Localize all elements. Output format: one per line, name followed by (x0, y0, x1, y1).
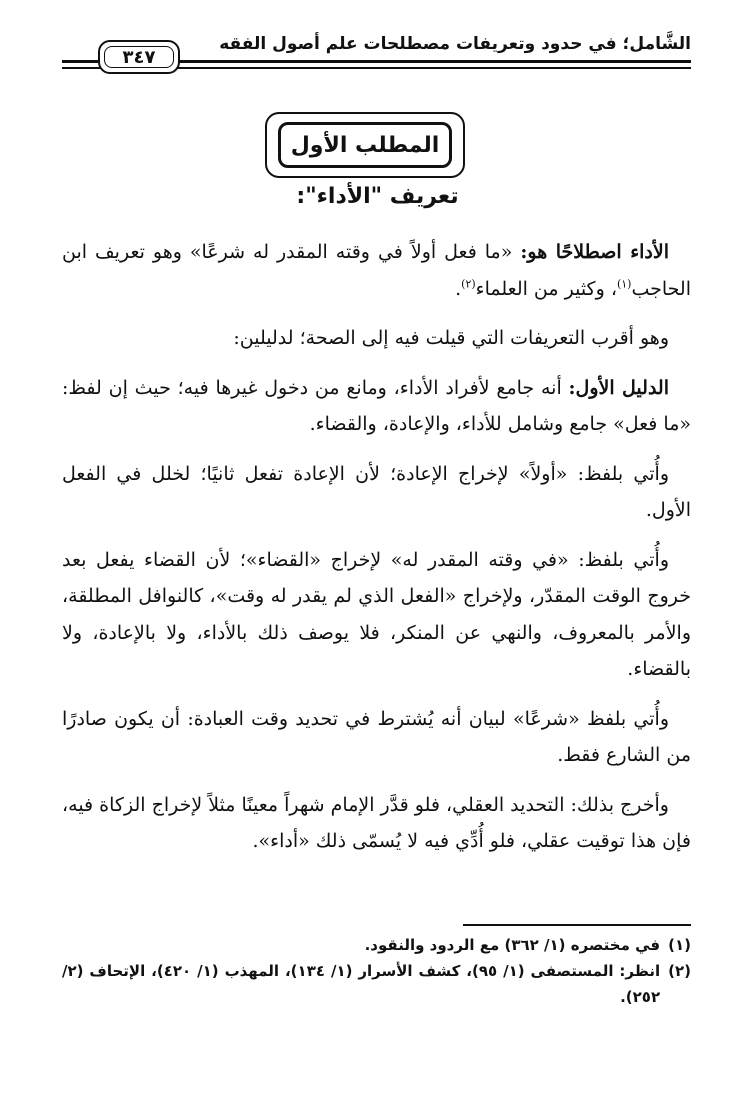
definition-end: . (455, 277, 462, 300)
paragraph-first-proof (62, 370, 691, 443)
paragraph-shaREan: وأُتي بلفظ «شرعًا» لبيان أنه يُشترط في تحديد وقت العبادة: أن يكون صادرًا من الشارع فقط. (62, 707, 691, 766)
section-title-frame (265, 112, 465, 178)
paragraph-excluded: وأخرج بذلك: التحديد العقلي، فلو قدَّر الإمام شهراً معينًا مثلاً لإخراج الزكاة فيه، فإن هذا توقيت عقلي، فلو أُدِّي فيه لا يُسمّى ذلك «أداء». (62, 793, 691, 852)
footnotes (62, 932, 691, 1010)
footnote-text: انظر: المستصفى (١/ ٩٥)، كشف الأسرار (١/ ١٣٤)، المهذب (١/ ٤٢٠)، الإتحاف (٢/ ٢٥٢). (62, 962, 661, 1006)
definition-text: «ما فعل أولاً في وقته المقدر له شرعًا» وهو تعريف ابن الحاجب (62, 241, 691, 300)
page-number: ٣٤٧ (104, 46, 174, 68)
footnote-1 (62, 932, 691, 958)
body-text (62, 234, 691, 873)
footnote-ref-2[interactable]: (٢) (461, 277, 476, 291)
footnote-ref-1[interactable]: (١) (616, 277, 632, 291)
running-title: الشَّامل؛ في حدود وتعريفات مصطلحات علم أصول الفقه (219, 34, 691, 54)
definition-text-cont: ، وكثير من العلماء (475, 277, 617, 300)
footnote-separator (463, 924, 691, 926)
paragraph-two-proofs: وهو أقرب التعريفات التي قيلت فيه إلى الصحة؛ لدليلين: (233, 327, 669, 349)
first-proof-text: أنه جامع لأفراد الأداء، ومانع من دخول غيرها فيه؛ حيث إن لفظ: «ما فعل» جامع وشامل للأداء، والإعادة، والقضاء. (62, 376, 691, 435)
paragraph-definition (62, 234, 691, 307)
paragraph-awwalan: وأُتي بلفظ: «أولاً» لإخراج الإعادة؛ لأن الإعادة تفعل ثانيًا؛ لخلل في الفعل الأول. (62, 462, 691, 521)
footnote-2 (62, 958, 691, 1010)
page-header (62, 34, 691, 82)
footnote-number: (١) (668, 936, 691, 954)
term-label: الأداء اصطلاحًا هو: (520, 241, 669, 263)
footnote-text: في مختصره (١/ ٣٦٢) مع الردود والنقود. (364, 936, 661, 954)
paragraph-in-its-time: وأُتي بلفظ: «في وقته المقدر له» لإخراج «القضاء»؛ لأن القضاء يفعل بعد خروج الوقت المقدّر، ولإخراج «الفعل الذي لم يقدر له وقت»، كالنوافل المطلقة، والأمر بالمعروف، والنهي عن المنكر، فلا يوصف ذلك بالأداء، ولا بالإعادة، ولا بالقضاء. (62, 548, 691, 680)
page-number-frame (98, 40, 180, 74)
footnote-number: (٢) (668, 962, 691, 980)
first-proof-label: الدليل الأول: (568, 376, 669, 399)
definition-heading: تعريف "الأداء": (296, 184, 459, 209)
section-title: المطلب الأول (278, 122, 452, 168)
